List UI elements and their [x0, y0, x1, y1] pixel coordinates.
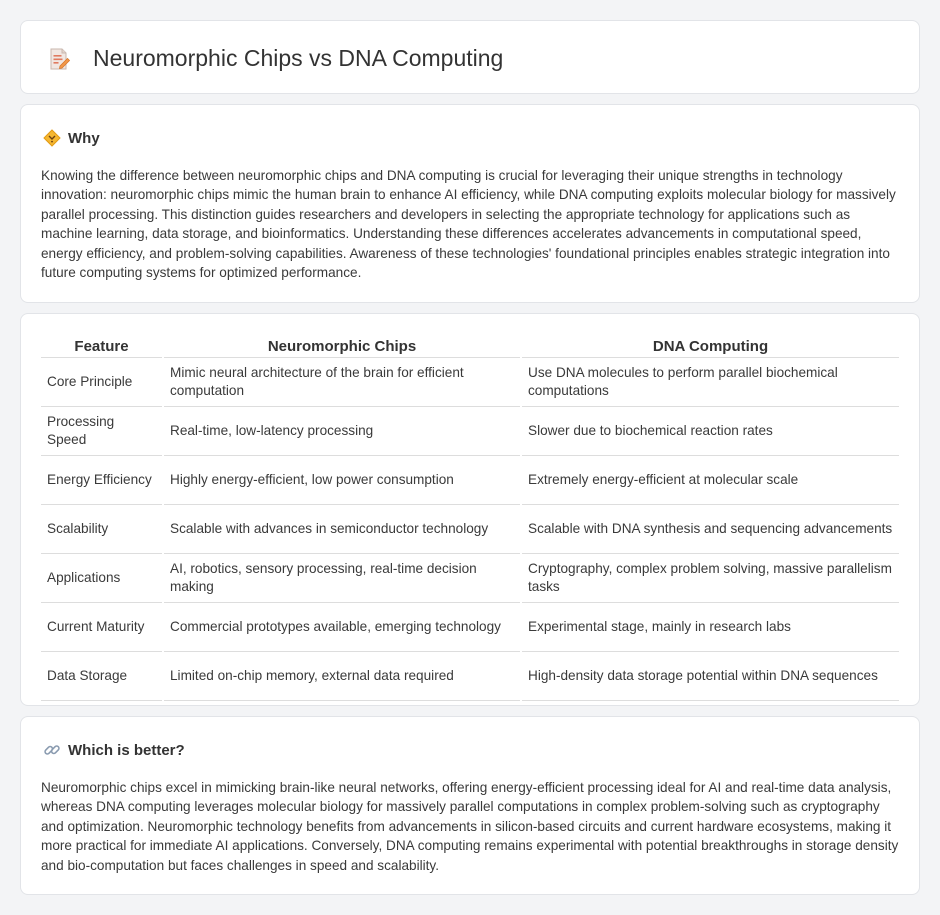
comparison-table — [41, 336, 899, 701]
better-title: Which is better? — [68, 741, 185, 759]
better-text: Neuromorphic chips excel in mimicking brain-like neural networks, offering energy-efficient processing ideal for AI and real-time data analysis, whereas DNA computing leverages molecular biology for massively parallel computations in complex problem-solving such as cryptography and optimization. Neuromorphic technology benefits from advancements in silicon-based circuits and current hardware ecosystems, making it more practical for immediate AI applications. Conversely, DNA computing remains experimental with potential breakthroughs in storage density and bio-computation but faces challenges in speed and scalability. — [41, 780, 899, 873]
why-title: Why — [68, 129, 100, 147]
why-text: Knowing the difference between neuromorphic chips and DNA computing is crucial for leveraging their unique strengths in technology innovation: neuromorphic chips mimic the human brain to enhance AI efficiency, while DNA computing exploits molecular biology for massively parallel processing. This distinction guides researchers and developers in selecting the appropriate technology for applications such as machine learning, data storage, and bioinformatics. Understanding these differences accelerates advancements in computational speed, energy efficiency, and problem-solving capabilities. Awareness of these technologies' foundational principles enables strategic integration into future computing systems for optimized performance. — [41, 168, 896, 281]
which-better-section — [20, 716, 920, 895]
table-row — [41, 554, 899, 603]
cell-neuromorphic: Mimic neural architecture of the brain for efficient computation — [163, 358, 521, 407]
cell-neuromorphic: Real-time, low-latency processing — [163, 407, 521, 456]
table-row — [41, 603, 899, 652]
cell-dna: Experimental stage, mainly in research labs — [521, 603, 899, 652]
cell-dna: Scalable with DNA synthesis and sequencing advancements — [521, 505, 899, 554]
cell-neuromorphic: Highly energy-efficient, low power consumption — [163, 456, 521, 505]
header-feature: Feature — [41, 336, 163, 358]
table-row — [41, 358, 899, 407]
cell-feature: Data Storage — [41, 652, 163, 701]
cell-feature: Applications — [41, 554, 163, 603]
cell-neuromorphic: Commercial prototypes available, emerging technology — [163, 603, 521, 652]
better-heading — [43, 741, 185, 759]
cell-feature: Processing Speed — [41, 407, 163, 456]
cell-dna: Cryptography, complex problem solving, massive parallelism tasks — [521, 554, 899, 603]
cell-neuromorphic: Scalable with advances in semiconductor technology — [163, 505, 521, 554]
table-row — [41, 652, 899, 701]
title-row — [47, 45, 503, 72]
why-heading — [43, 129, 100, 147]
cell-dna: Extremely energy-efficient at molecular scale — [521, 456, 899, 505]
page-title: Neuromorphic Chips vs DNA Computing — [93, 45, 504, 71]
table-row — [41, 456, 899, 505]
diamond-warning-icon — [43, 129, 61, 147]
link-icon — [43, 741, 61, 759]
cell-dna: Slower due to biochemical reaction rates — [521, 407, 899, 456]
cell-feature: Scalability — [41, 505, 163, 554]
cell-dna: High-density data storage potential within DNA sequences — [521, 652, 899, 701]
table-row — [41, 407, 899, 456]
cell-feature: Energy Efficiency — [41, 456, 163, 505]
cell-feature: Core Principle — [41, 358, 163, 407]
comparison-section — [20, 313, 920, 706]
document-edit-icon — [47, 47, 71, 71]
header-dna: DNA Computing — [521, 336, 899, 358]
cell-dna: Use DNA molecules to perform parallel biochemical computations — [521, 358, 899, 407]
cell-neuromorphic: Limited on-chip memory, external data required — [163, 652, 521, 701]
header-neuromorphic: Neuromorphic Chips — [163, 336, 521, 358]
cell-feature: Current Maturity — [41, 603, 163, 652]
cell-neuromorphic: AI, robotics, sensory processing, real-time decision making — [163, 554, 521, 603]
why-section — [20, 104, 920, 303]
table-row — [41, 505, 899, 554]
title-card — [20, 20, 920, 94]
table-header-row — [41, 336, 899, 358]
